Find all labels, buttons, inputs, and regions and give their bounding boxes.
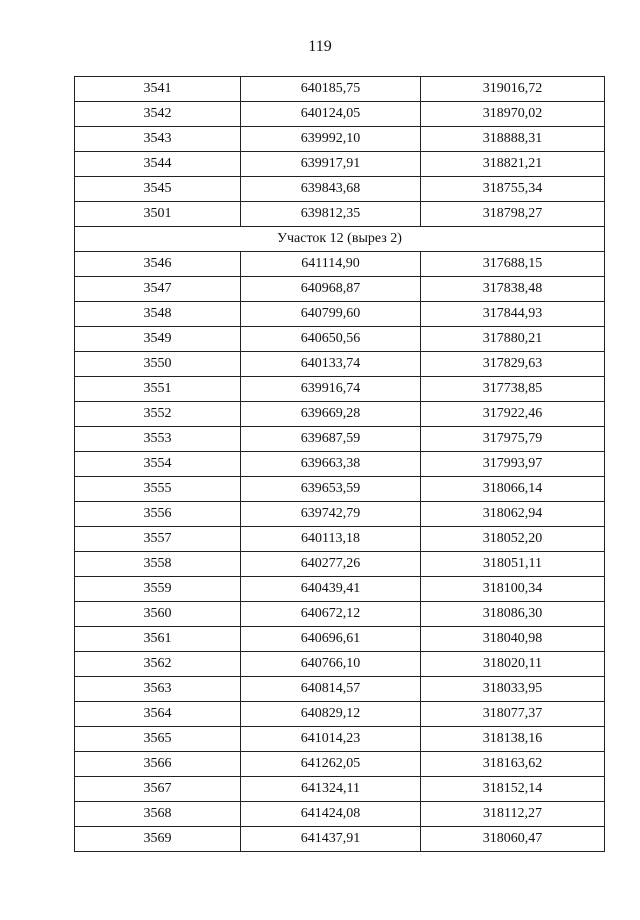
table-row bbox=[75, 677, 605, 702]
y-coordinate-cell: 318033,95 bbox=[421, 677, 605, 702]
x-coordinate-cell: 639843,68 bbox=[241, 177, 421, 202]
y-coordinate-cell: 317738,85 bbox=[421, 377, 605, 402]
page-number: 119 bbox=[308, 38, 332, 55]
x-coordinate-cell: 640799,60 bbox=[241, 302, 421, 327]
point-number-cell: 3556 bbox=[75, 502, 241, 527]
x-coordinate-cell: 641424,08 bbox=[241, 802, 421, 827]
point-number-cell: 3541 bbox=[75, 77, 241, 102]
y-coordinate-cell: 318077,37 bbox=[421, 702, 605, 727]
section-row bbox=[75, 227, 605, 252]
y-coordinate-cell: 318798,27 bbox=[421, 202, 605, 227]
y-coordinate-cell: 318163,62 bbox=[421, 752, 605, 777]
table-row bbox=[75, 802, 605, 827]
table-row bbox=[75, 127, 605, 152]
table-row bbox=[75, 627, 605, 652]
y-coordinate-cell: 317993,97 bbox=[421, 452, 605, 477]
y-coordinate-cell: 318040,98 bbox=[421, 627, 605, 652]
table-row bbox=[75, 452, 605, 477]
x-coordinate-cell: 640277,26 bbox=[241, 552, 421, 577]
x-coordinate-cell: 640650,56 bbox=[241, 327, 421, 352]
x-coordinate-cell: 641114,90 bbox=[241, 252, 421, 277]
y-coordinate-cell: 318086,30 bbox=[421, 602, 605, 627]
table-row bbox=[75, 777, 605, 802]
y-coordinate-cell: 318138,16 bbox=[421, 727, 605, 752]
point-number-cell: 3564 bbox=[75, 702, 241, 727]
y-coordinate-cell: 317838,48 bbox=[421, 277, 605, 302]
point-number-cell: 3501 bbox=[75, 202, 241, 227]
coordinates-table bbox=[74, 76, 605, 852]
point-number-cell: 3553 bbox=[75, 427, 241, 452]
x-coordinate-cell: 639992,10 bbox=[241, 127, 421, 152]
point-number-cell: 3548 bbox=[75, 302, 241, 327]
x-coordinate-cell: 639916,74 bbox=[241, 377, 421, 402]
point-number-cell: 3563 bbox=[75, 677, 241, 702]
point-number-cell: 3567 bbox=[75, 777, 241, 802]
table-row bbox=[75, 727, 605, 752]
y-coordinate-cell: 317844,93 bbox=[421, 302, 605, 327]
table-row bbox=[75, 102, 605, 127]
x-coordinate-cell: 640766,10 bbox=[241, 652, 421, 677]
x-coordinate-cell: 639653,59 bbox=[241, 477, 421, 502]
table-row bbox=[75, 377, 605, 402]
point-number-cell: 3544 bbox=[75, 152, 241, 177]
x-coordinate-cell: 640133,74 bbox=[241, 352, 421, 377]
x-coordinate-cell: 640185,75 bbox=[241, 77, 421, 102]
y-coordinate-cell: 319016,72 bbox=[421, 77, 605, 102]
table-row bbox=[75, 527, 605, 552]
table-row bbox=[75, 327, 605, 352]
table-row bbox=[75, 152, 605, 177]
table-row bbox=[75, 427, 605, 452]
point-number-cell: 3542 bbox=[75, 102, 241, 127]
table-row bbox=[75, 252, 605, 277]
point-number-cell: 3549 bbox=[75, 327, 241, 352]
point-number-cell: 3560 bbox=[75, 602, 241, 627]
point-number-cell: 3562 bbox=[75, 652, 241, 677]
y-coordinate-cell: 318100,34 bbox=[421, 577, 605, 602]
y-coordinate-cell: 317922,46 bbox=[421, 402, 605, 427]
y-coordinate-cell: 318112,27 bbox=[421, 802, 605, 827]
x-coordinate-cell: 639669,28 bbox=[241, 402, 421, 427]
point-number-cell: 3547 bbox=[75, 277, 241, 302]
point-number-cell: 3558 bbox=[75, 552, 241, 577]
table-row bbox=[75, 602, 605, 627]
point-number-cell: 3554 bbox=[75, 452, 241, 477]
point-number-cell: 3543 bbox=[75, 127, 241, 152]
point-number-cell: 3557 bbox=[75, 527, 241, 552]
table-row bbox=[75, 177, 605, 202]
section-title: Участок 12 (вырез 2) bbox=[75, 227, 605, 252]
x-coordinate-cell: 640672,12 bbox=[241, 602, 421, 627]
table-row bbox=[75, 352, 605, 377]
table-row bbox=[75, 77, 605, 102]
point-number-cell: 3555 bbox=[75, 477, 241, 502]
table-row bbox=[75, 652, 605, 677]
point-number-cell: 3566 bbox=[75, 752, 241, 777]
x-coordinate-cell: 639812,35 bbox=[241, 202, 421, 227]
x-coordinate-cell: 641262,05 bbox=[241, 752, 421, 777]
point-number-cell: 3568 bbox=[75, 802, 241, 827]
y-coordinate-cell: 318062,94 bbox=[421, 502, 605, 527]
point-number-cell: 3551 bbox=[75, 377, 241, 402]
y-coordinate-cell: 318755,34 bbox=[421, 177, 605, 202]
y-coordinate-cell: 318020,11 bbox=[421, 652, 605, 677]
point-number-cell: 3550 bbox=[75, 352, 241, 377]
x-coordinate-cell: 639663,38 bbox=[241, 452, 421, 477]
y-coordinate-cell: 318970,02 bbox=[421, 102, 605, 127]
x-coordinate-cell: 641014,23 bbox=[241, 727, 421, 752]
x-coordinate-cell: 641324,11 bbox=[241, 777, 421, 802]
y-coordinate-cell: 317880,21 bbox=[421, 327, 605, 352]
x-coordinate-cell: 639917,91 bbox=[241, 152, 421, 177]
x-coordinate-cell: 640439,41 bbox=[241, 577, 421, 602]
table-block-1 bbox=[75, 77, 605, 227]
x-coordinate-cell: 641437,91 bbox=[241, 827, 421, 852]
table-row bbox=[75, 402, 605, 427]
x-coordinate-cell: 640124,05 bbox=[241, 102, 421, 127]
y-coordinate-cell: 318152,14 bbox=[421, 777, 605, 802]
table-row bbox=[75, 502, 605, 527]
table-row bbox=[75, 302, 605, 327]
y-coordinate-cell: 318066,14 bbox=[421, 477, 605, 502]
x-coordinate-cell: 640968,87 bbox=[241, 277, 421, 302]
point-number-cell: 3552 bbox=[75, 402, 241, 427]
point-number-cell: 3561 bbox=[75, 627, 241, 652]
point-number-cell: 3545 bbox=[75, 177, 241, 202]
y-coordinate-cell: 318821,21 bbox=[421, 152, 605, 177]
x-coordinate-cell: 640814,57 bbox=[241, 677, 421, 702]
x-coordinate-cell: 640829,12 bbox=[241, 702, 421, 727]
y-coordinate-cell: 318051,11 bbox=[421, 552, 605, 577]
table-row bbox=[75, 577, 605, 602]
table-row bbox=[75, 702, 605, 727]
y-coordinate-cell: 317975,79 bbox=[421, 427, 605, 452]
table-row bbox=[75, 827, 605, 852]
point-number-cell: 3565 bbox=[75, 727, 241, 752]
point-number-cell: 3559 bbox=[75, 577, 241, 602]
y-coordinate-cell: 318052,20 bbox=[421, 527, 605, 552]
y-coordinate-cell: 318888,31 bbox=[421, 127, 605, 152]
point-number-cell: 3569 bbox=[75, 827, 241, 852]
table-row bbox=[75, 477, 605, 502]
table-row bbox=[75, 202, 605, 227]
x-coordinate-cell: 640696,61 bbox=[241, 627, 421, 652]
point-number-cell: 3546 bbox=[75, 252, 241, 277]
x-coordinate-cell: 639742,79 bbox=[241, 502, 421, 527]
x-coordinate-cell: 639687,59 bbox=[241, 427, 421, 452]
table-row bbox=[75, 277, 605, 302]
x-coordinate-cell: 640113,18 bbox=[241, 527, 421, 552]
table-block-2 bbox=[75, 252, 605, 852]
y-coordinate-cell: 318060,47 bbox=[421, 827, 605, 852]
table-row bbox=[75, 752, 605, 777]
table-row bbox=[75, 552, 605, 577]
y-coordinate-cell: 317688,15 bbox=[421, 252, 605, 277]
y-coordinate-cell: 317829,63 bbox=[421, 352, 605, 377]
